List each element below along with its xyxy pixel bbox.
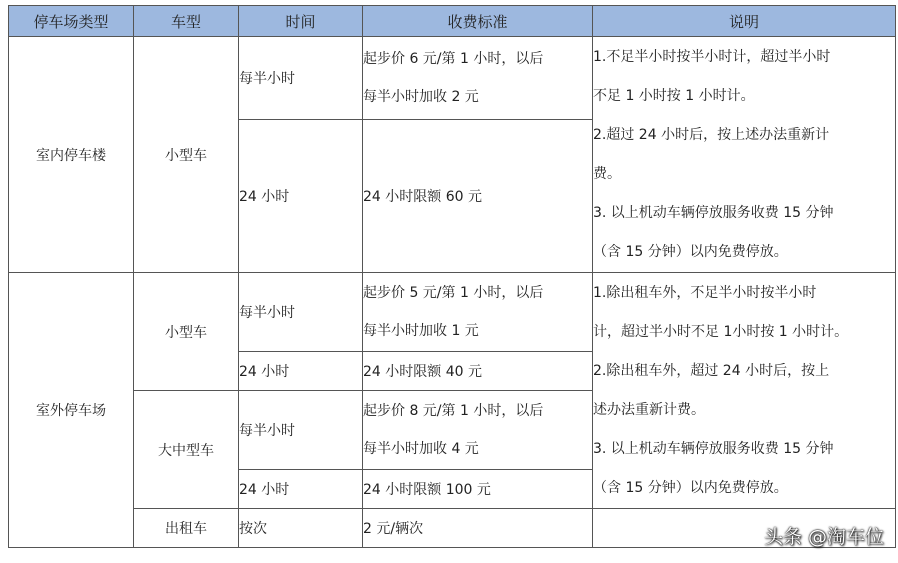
outdoor-large-day-time: 24 小时	[239, 470, 363, 509]
table-row	[9, 273, 896, 352]
outdoor-taxi-fee: 2 元/辆次	[363, 509, 593, 548]
fee-line: 每半小时加收 1 元	[363, 323, 479, 339]
outdoor-small-vehicle: 小型车	[134, 273, 239, 391]
header-lot-type: 停车场类型	[9, 6, 134, 37]
outdoor-lot-type: 室外停车场	[9, 273, 134, 548]
indoor-notes	[593, 37, 896, 273]
note-line: 1.不足半小时按半小时计，超过半小时	[593, 48, 831, 65]
outdoor-small-day-fee: 24 小时限额 40 元	[363, 352, 593, 391]
indoor-day-time: 24 小时	[239, 120, 363, 273]
note-line: 述办法重新计费。	[593, 401, 705, 418]
note-line: 费。	[593, 165, 621, 182]
fee-line: 起步价 5 元/第 1 小时，以后	[363, 285, 544, 301]
outdoor-large-vehicle: 大中型车	[134, 391, 239, 509]
parking-fee-table	[8, 5, 896, 548]
header-notes: 说明	[593, 6, 896, 37]
indoor-half-hour-time: 每半小时	[239, 37, 363, 120]
outdoor-large-half-hour-time: 每半小时	[239, 391, 363, 470]
note-line: 2.除出租车外，超过 24 小时后，按上	[593, 362, 830, 379]
outdoor-taxi-time: 按次	[239, 509, 363, 548]
watermark: 头条 @淘车位	[763, 526, 884, 548]
outdoor-large-half-hour-fee	[363, 391, 593, 470]
note-line: 2.超过 24 小时后，按上述办法重新计	[593, 126, 830, 143]
indoor-day-fee: 24 小时限额 60 元	[363, 120, 593, 273]
outdoor-large-day-fee: 24 小时限额 100 元	[363, 470, 593, 509]
note-line: 3. 以上机动车辆停放服务收费 15 分钟	[593, 440, 834, 457]
outdoor-small-day-time: 24 小时	[239, 352, 363, 391]
note-line: 不足 1 小时按 1 小时计。	[593, 87, 755, 104]
fee-line: 起步价 6 元/第 1 小时，以后	[363, 51, 544, 67]
outdoor-small-half-hour-fee	[363, 273, 593, 352]
header-time: 时间	[239, 6, 363, 37]
note-line: 计，超过半小时不足 1小时按 1 小时计。	[593, 323, 849, 340]
note-line: 1.除出租车外，不足半小时按半小时	[593, 284, 817, 301]
header-row	[9, 6, 896, 37]
note-line: 3. 以上机动车辆停放服务收费 15 分钟	[593, 204, 834, 221]
header-fee-standard: 收费标准	[363, 6, 593, 37]
outdoor-notes	[593, 273, 896, 509]
indoor-half-hour-fee	[363, 37, 593, 120]
fee-line: 起步价 8 元/第 1 小时，以后	[363, 403, 544, 419]
table-row	[9, 37, 896, 120]
fee-line: 每半小时加收 4 元	[363, 441, 479, 457]
outdoor-small-half-hour-time: 每半小时	[239, 273, 363, 352]
header-vehicle-type: 车型	[134, 6, 239, 37]
fee-line: 每半小时加收 2 元	[363, 89, 479, 105]
table-row	[9, 509, 896, 548]
outdoor-taxi-vehicle: 出租车	[134, 509, 239, 548]
note-line: （含 15 分钟）以内免费停放。	[593, 243, 788, 260]
indoor-lot-type: 室内停车楼	[9, 37, 134, 273]
note-line: （含 15 分钟）以内免费停放。	[593, 479, 788, 496]
indoor-vehicle: 小型车	[134, 37, 239, 273]
